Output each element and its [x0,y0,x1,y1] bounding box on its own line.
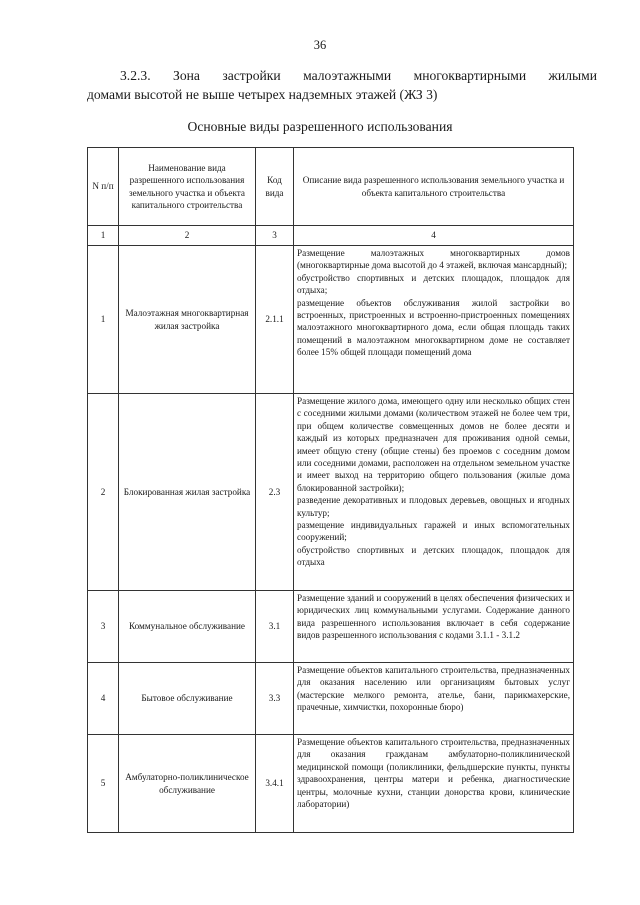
desc-paragraph: Размещение зданий и сооружений в целях обеспечения физических и юридических лиц коммунальными услугами. Содержание данного вида разрешенного использования включает в себя содержание видов разрешенного использования с кодами 3.1.1 - 3.1.2 [297,593,570,641]
header-num: N п/п [88,148,119,226]
header-desc: Описание вида разрешенного использования земельного участка и объекта капитального строительства [294,148,574,226]
row-num: 5 [88,735,119,833]
desc-paragraph: размещение индивидуальных гаражей и иных вспомогательных сооружений; [297,520,570,543]
row-code: 3.4.1 [256,735,294,833]
table-row [88,735,574,833]
desc-paragraph: Размещение малоэтажных многоквартирных домов (многоквартирные дома высотой до 4 этажей, включая мансардный); [297,248,570,271]
row-desc [294,246,574,394]
row-name: Блокированная жилая застройка [119,394,256,591]
index-cell: 1 [88,226,119,246]
row-name: Малоэтажная многоквартирная жилая застройка [119,246,256,394]
index-cell: 3 [256,226,294,246]
index-cell: 2 [119,226,256,246]
table-row [88,591,574,663]
desc-paragraph: обустройство спортивных и детских площадок, площадок для отдыха [297,544,570,568]
section-subheading: Основные виды разрешенного использования [187,119,453,134]
table-row [88,246,574,394]
row-desc [294,663,574,735]
table-header-row [88,148,574,226]
row-code: 3.1 [256,591,294,663]
row-num: 2 [88,394,119,591]
desc-paragraph: Размещение объектов капитального строительства, предназначенных для оказания гражданам амбулаторно-поликлинической медицинской помощи (поликлиники, фельдшерские пункты, пункты здравоохранения, центры матери и ребенка, диагностические центры, молочные кухни, станции донорства крови, клинические лаборатории) [297,737,570,810]
desc-paragraph: размещение объектов обслуживания жилой застройки во встроенных, пристроенных и встроенно-пристроенных помещениях малоэтажного многоквартирного дома, если общая площадь таких помещений в малоэтажном многоквартирном доме не составляет более 15% общей площади помещений дома [297,297,570,358]
row-desc [294,735,574,833]
row-name: Бытовое обслуживание [119,663,256,735]
desc-paragraph: разведение декоративных и плодовых деревьев, овощных и ягодных культур; [297,495,570,518]
page-number: 36 [313,38,327,52]
desc-paragraph: Размещение объектов капитального строительства, предназначенных для оказания населению или организациям бытовых услуг (мастерские мелкого ремонта, ателье, бани, парикмахерские, прачечные, химчистки, похоронные бюро) [297,665,570,713]
index-cell: 4 [294,226,574,246]
row-num: 4 [88,663,119,735]
table-row [88,663,574,735]
header-code: Код вида [256,148,294,226]
row-code: 2.3 [256,394,294,591]
row-name: Коммунальное обслуживание [119,591,256,663]
row-code: 3.3 [256,663,294,735]
permitted-use-table [87,147,574,833]
table-row [88,394,574,591]
row-code: 2.1.1 [256,246,294,394]
header-name: Наименование вида разрешенного использования земельного участка и объекта капитального строительства [119,148,256,226]
table-index-row [88,226,574,246]
zone-heading-line1: 3.2.3. Зона застройки малоэтажными многоквартирными жилыми [120,68,597,83]
zone-heading-line2: домами высотой не выше четырех надземных этажей (ЖЗ 3) [87,87,438,102]
row-num: 1 [88,246,119,394]
desc-paragraph: Размещение жилого дома, имеющего одну или несколько общих стен с соседними жилыми домами (количеством этажей не более чем три, при общем количестве совмещенных домов не более десяти и каждый из которых предназначен для проживания одной семьи, имеет общую стену (общие стены) без проемов с соседним домом или соседними домами, расположен на отдельном земельном участке и имеет выход на территорию общего пользования (жилые дома блокированной застройки); [297,396,570,493]
row-desc [294,394,574,591]
row-name: Амбулаторно-поликлиническое обслуживание [119,735,256,833]
desc-paragraph: обустройство спортивных и детских площадок, площадок для отдыха; [297,272,570,296]
zone-heading [87,66,597,104]
row-num: 3 [88,591,119,663]
row-desc [294,591,574,663]
